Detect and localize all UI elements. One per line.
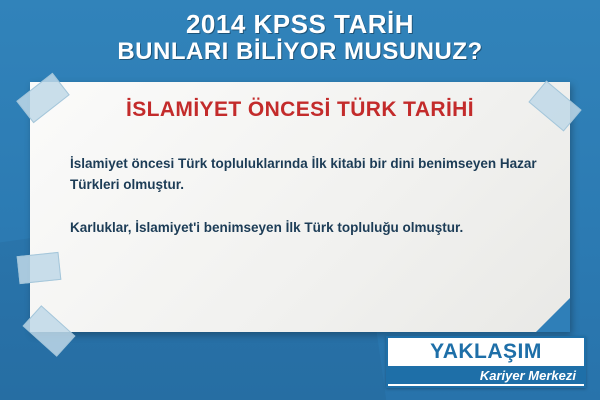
paper-card-wrapper xyxy=(20,82,580,337)
brand-logo-tagline: Kariyer Merkezi xyxy=(388,366,584,384)
slide-header xyxy=(0,10,600,66)
card-paragraph-1: İslamiyet öncesi Türk topluluklarında İlk kitabi bir dini benimseyen Hazar Türkleri olmuştur. xyxy=(70,156,537,192)
card-paragraph-2: Karluklar, İslamiyet'i benimseyen İlk Türk topluluğu olmuştur. xyxy=(70,219,464,235)
brand-logo xyxy=(386,336,586,388)
card-title: İSLAMİYET ÖNCESİ TÜRK TARİHİ xyxy=(126,98,474,121)
tape-middle-left-icon xyxy=(17,252,62,284)
header-title-line-1: 2014 KPSS TARİH xyxy=(185,9,415,39)
paper-card xyxy=(30,82,570,332)
card-body xyxy=(70,154,540,239)
folded-corner-icon xyxy=(536,298,570,332)
brand-logo-name: YAKLAŞIM xyxy=(430,340,542,363)
header-title-line-2: BUNLARI BİLİYOR MUSUNUZ? xyxy=(117,38,483,66)
